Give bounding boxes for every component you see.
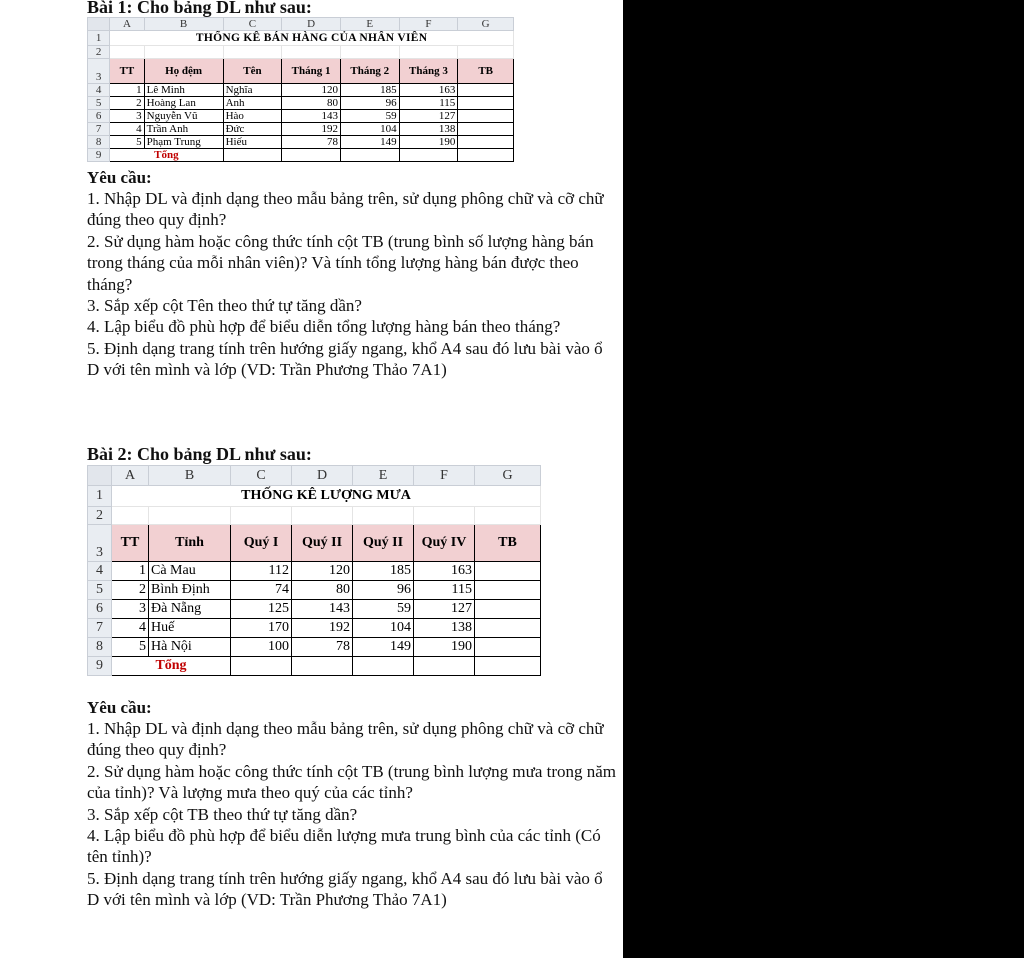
- row-header[interactable]: 9: [88, 657, 112, 676]
- cell[interactable]: 78: [282, 136, 341, 149]
- cell[interactable]: [282, 149, 341, 162]
- column-header-d[interactable]: D: [282, 18, 341, 31]
- header-cell-quy-1[interactable]: Quý I: [231, 525, 292, 562]
- cell[interactable]: 185: [340, 84, 399, 97]
- cell[interactable]: [414, 507, 475, 525]
- exercise-1-requirements: [87, 188, 617, 381]
- cell[interactable]: Hiếu: [223, 136, 282, 149]
- cell[interactable]: [282, 46, 341, 59]
- sheet-title[interactable]: THỐNG KÊ LƯỢNG MƯA: [112, 486, 541, 507]
- cell[interactable]: [458, 46, 514, 59]
- cell[interactable]: 104: [353, 619, 414, 638]
- requirement-item: 4. Lập biểu đồ phù hợp để biểu diễn tổng lượng hàng bán theo tháng?: [87, 317, 561, 337]
- cell[interactable]: Cà Mau: [149, 562, 231, 581]
- column-header-a[interactable]: A: [110, 18, 144, 31]
- row-header[interactable]: 4: [88, 84, 110, 97]
- cell[interactable]: [475, 657, 541, 676]
- cell[interactable]: [223, 46, 282, 59]
- row-header[interactable]: 2: [88, 46, 110, 59]
- header-cell-thang-3[interactable]: Tháng 3: [399, 59, 458, 84]
- row-header[interactable]: 6: [88, 600, 112, 619]
- cell[interactable]: 96: [353, 581, 414, 600]
- cell[interactable]: [475, 562, 541, 581]
- cell[interactable]: Hào: [223, 110, 282, 123]
- cell[interactable]: [475, 600, 541, 619]
- cell[interactable]: Bình Định: [149, 581, 231, 600]
- corner-cell[interactable]: [88, 466, 112, 486]
- cell[interactable]: 74: [231, 581, 292, 600]
- header-cell-quy-4[interactable]: Quý IV: [414, 525, 475, 562]
- cell[interactable]: 125: [231, 600, 292, 619]
- cell[interactable]: 127: [414, 600, 475, 619]
- header-cell-tb[interactable]: TB: [475, 525, 541, 562]
- requirement-item: 2. Sử dụng hàm hoặc công thức tính cột TB (trung bình lượng mưa trong năm của tỉnh)? Và lượng mưa theo quý của các tỉnh?: [87, 761, 617, 803]
- header-cell-quy-3[interactable]: Quý II: [353, 525, 414, 562]
- requirement-item: 1. Nhập DL và định dạng theo mẫu bảng trên, sử dụng phông chữ và cỡ chữ đúng theo quy định?: [87, 719, 604, 760]
- requirement-item: 4. Lập biểu đồ phù hợp để biểu diễn lượng mưa trung bình của các tỉnh (Có tên tỉnh)?: [87, 826, 601, 867]
- cell[interactable]: [292, 507, 353, 525]
- row-header[interactable]: 3: [88, 59, 110, 84]
- cell[interactable]: 112: [231, 562, 292, 581]
- column-header-e[interactable]: E: [353, 466, 414, 486]
- header-cell-tb[interactable]: TB: [458, 59, 514, 84]
- requirement-item: 2. Sử dụng hàm hoặc công thức tính cột TB (trung bình số lượng hàng bán trong tháng của mỗi nhân viên)? Và tính tổng lượng hàng bán được theo tháng?: [87, 231, 594, 294]
- requirement-item: 3. Sắp xếp cột Tên theo thứ tự tăng dần?: [87, 296, 362, 316]
- cell[interactable]: [399, 149, 458, 162]
- header-cell-ten[interactable]: Tên: [223, 59, 282, 84]
- cell[interactable]: [223, 149, 282, 162]
- cell[interactable]: 120: [292, 562, 353, 581]
- cell[interactable]: Đà Nẵng: [149, 600, 231, 619]
- cell[interactable]: 163: [399, 84, 458, 97]
- cell[interactable]: [475, 581, 541, 600]
- cell[interactable]: [353, 657, 414, 676]
- cell[interactable]: Nguyễn Vũ: [144, 110, 223, 123]
- row-header[interactable]: 7: [88, 619, 112, 638]
- cell[interactable]: 80: [292, 581, 353, 600]
- header-cell-tt[interactable]: TT: [110, 59, 144, 84]
- header-cell-ho-dem[interactable]: Họ đệm: [144, 59, 223, 84]
- exercise-2-heading: Bài 2: Cho bảng DL như sau:: [87, 444, 312, 464]
- header-cell-thang-2[interactable]: Tháng 2: [340, 59, 399, 84]
- requirement-item: 1. Nhập DL và định dạng theo mẫu bảng trên, sử dụng phông chữ và cỡ chữ đúng theo quy định?: [87, 189, 604, 230]
- row-header[interactable]: 5: [88, 581, 112, 600]
- cell[interactable]: [112, 507, 149, 525]
- cell[interactable]: [110, 46, 144, 59]
- column-header-g[interactable]: G: [458, 18, 514, 31]
- row-header[interactable]: 9: [88, 149, 110, 162]
- cell[interactable]: [340, 46, 399, 59]
- corner-cell[interactable]: [88, 18, 110, 31]
- cell[interactable]: [458, 149, 514, 162]
- cell[interactable]: [475, 638, 541, 657]
- column-header-c[interactable]: C: [223, 18, 282, 31]
- row-header[interactable]: 8: [88, 136, 110, 149]
- cell[interactable]: 96: [340, 97, 399, 110]
- header-cell-thang-1[interactable]: Tháng 1: [282, 59, 341, 84]
- cell[interactable]: [399, 46, 458, 59]
- column-header-e[interactable]: E: [340, 18, 399, 31]
- cell[interactable]: 190: [414, 638, 475, 657]
- requirement-item: 3. Sắp xếp cột TB theo thứ tự tăng dần?: [87, 804, 358, 824]
- cell[interactable]: [231, 657, 292, 676]
- cell[interactable]: [458, 123, 514, 136]
- row-header[interactable]: 7: [88, 123, 110, 136]
- cell[interactable]: 80: [282, 97, 341, 110]
- exercise-1-heading: Bài 1: Cho bảng DL như sau:: [87, 0, 312, 17]
- row-header[interactable]: 8: [88, 638, 112, 657]
- cell[interactable]: 115: [399, 97, 458, 110]
- cell[interactable]: Anh: [223, 97, 282, 110]
- row-header[interactable]: 1: [88, 486, 112, 507]
- cell[interactable]: Lê Minh: [144, 84, 223, 97]
- cell[interactable]: [458, 136, 514, 149]
- cell[interactable]: 59: [353, 600, 414, 619]
- exercise-1-requirements-title: Yêu cầu:: [87, 168, 152, 187]
- cell[interactable]: 5: [112, 638, 149, 657]
- cell[interactable]: Hoàng Lan: [144, 97, 223, 110]
- cell[interactable]: 3: [112, 600, 149, 619]
- cell[interactable]: Đức: [223, 123, 282, 136]
- column-header-c[interactable]: C: [231, 466, 292, 486]
- column-header-d[interactable]: D: [292, 466, 353, 486]
- cell[interactable]: Huế: [149, 619, 231, 638]
- row-header[interactable]: 6: [88, 110, 110, 123]
- sheet-title[interactable]: THỐNG KÊ BÁN HÀNG CỦA NHÂN VIÊN: [110, 31, 514, 46]
- exercise-2-spreadsheet: [87, 465, 541, 676]
- cell[interactable]: [149, 507, 231, 525]
- cell[interactable]: 120: [282, 84, 341, 97]
- cell[interactable]: 2: [112, 581, 149, 600]
- cell[interactable]: 3: [110, 110, 144, 123]
- column-header-g[interactable]: G: [475, 466, 541, 486]
- cell[interactable]: 143: [282, 110, 341, 123]
- header-cell-quy-2[interactable]: Quý II: [292, 525, 353, 562]
- cell[interactable]: 138: [414, 619, 475, 638]
- cell[interactable]: [353, 507, 414, 525]
- exercise-1-spreadsheet: [87, 17, 514, 162]
- column-header-b[interactable]: B: [149, 466, 231, 486]
- cell[interactable]: [475, 619, 541, 638]
- column-header-f[interactable]: F: [399, 18, 458, 31]
- cell[interactable]: 192: [292, 619, 353, 638]
- cell[interactable]: 100: [231, 638, 292, 657]
- cell[interactable]: 170: [231, 619, 292, 638]
- cell[interactable]: 59: [340, 110, 399, 123]
- cell[interactable]: [458, 97, 514, 110]
- header-cell-tt[interactable]: TT: [112, 525, 149, 562]
- cell[interactable]: [458, 110, 514, 123]
- cell[interactable]: Nghĩa: [223, 84, 282, 97]
- cell[interactable]: 1: [112, 562, 149, 581]
- cell[interactable]: 143: [292, 600, 353, 619]
- cell[interactable]: 192: [282, 123, 341, 136]
- row-header[interactable]: 5: [88, 97, 110, 110]
- header-cell-tinh[interactable]: Tỉnh: [149, 525, 231, 562]
- cell[interactable]: [475, 507, 541, 525]
- cell[interactable]: 149: [340, 136, 399, 149]
- cell[interactable]: [414, 657, 475, 676]
- total-label-cell[interactable]: Tổng: [110, 149, 223, 162]
- cell[interactable]: 149: [353, 638, 414, 657]
- cell[interactable]: [144, 46, 223, 59]
- exercise-2-requirements-title: Yêu cầu:: [87, 698, 152, 717]
- cell[interactable]: [340, 149, 399, 162]
- cell[interactable]: Hà Nội: [149, 638, 231, 657]
- cell[interactable]: 4: [112, 619, 149, 638]
- row-header[interactable]: 1: [88, 31, 110, 46]
- cell[interactable]: Trần Anh: [144, 123, 223, 136]
- cell[interactable]: 163: [414, 562, 475, 581]
- row-header[interactable]: 3: [88, 525, 112, 562]
- row-header[interactable]: 2: [88, 507, 112, 525]
- cell[interactable]: 1: [110, 84, 144, 97]
- row-header[interactable]: 4: [88, 562, 112, 581]
- cell[interactable]: 115: [414, 581, 475, 600]
- column-header-a[interactable]: A: [112, 466, 149, 486]
- cell[interactable]: 185: [353, 562, 414, 581]
- cell[interactable]: 127: [399, 110, 458, 123]
- cell[interactable]: 138: [399, 123, 458, 136]
- exercise-2-requirements: [87, 718, 617, 911]
- cell[interactable]: 2: [110, 97, 144, 110]
- requirement-item: 5. Định dạng trang tính trên hướng giấy ngang, khổ A4 sau đó lưu bài vào ổ D với tên mình và lớp (VD: Trần Phương Thảo 7A1): [87, 868, 603, 910]
- cell[interactable]: [292, 657, 353, 676]
- total-label-cell[interactable]: Tổng: [112, 657, 231, 676]
- requirement-item: 5. Định dạng trang tính trên hướng giấy ngang, khổ A4 sau đó lưu bài vào ổ D với tên mình và lớp (VD: Trần Phương Thảo 7A1): [87, 338, 603, 380]
- cell[interactable]: 190: [399, 136, 458, 149]
- cell[interactable]: 4: [110, 123, 144, 136]
- cell[interactable]: 5: [110, 136, 144, 149]
- column-header-f[interactable]: F: [414, 466, 475, 486]
- cell[interactable]: [231, 507, 292, 525]
- cell[interactable]: 104: [340, 123, 399, 136]
- cell[interactable]: 78: [292, 638, 353, 657]
- cell[interactable]: [458, 84, 514, 97]
- column-header-b[interactable]: B: [144, 18, 223, 31]
- cell[interactable]: Phạm Trung: [144, 136, 223, 149]
